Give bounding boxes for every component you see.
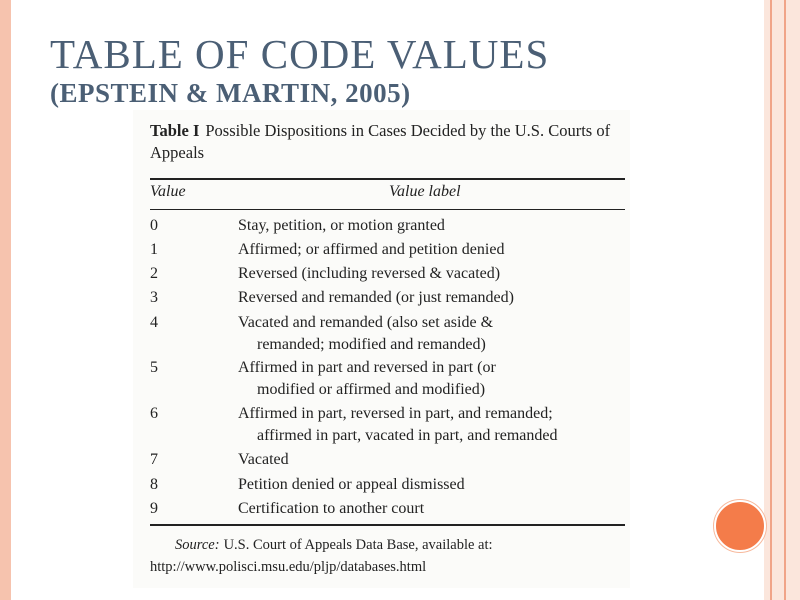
table-header-rule bbox=[150, 209, 625, 210]
table-top-rule bbox=[150, 178, 625, 180]
row-value: 5 bbox=[150, 359, 158, 376]
row-value: 0 bbox=[150, 217, 158, 234]
row-value: 7 bbox=[150, 451, 158, 468]
row-value: 6 bbox=[150, 405, 158, 422]
row-label: Certification to another court bbox=[238, 500, 425, 517]
row-label: Vacated and remanded (also set aside & bbox=[238, 314, 494, 331]
row-label: Stay, petition, or motion granted bbox=[238, 217, 445, 234]
column-header-value: Value bbox=[150, 183, 186, 200]
source-label: Source: bbox=[175, 537, 220, 553]
row-value: 1 bbox=[150, 241, 158, 258]
row-label: Reversed and remanded (or just remanded) bbox=[238, 289, 514, 306]
source-text: U.S. Court of Appeals Data Base, available at: http://www.polisci.msu.edu/pljp/databases.html bbox=[150, 537, 493, 575]
row-label: Reversed (including reversed & vacated) bbox=[238, 265, 501, 282]
row-label: Affirmed in part and reversed in part (or bbox=[238, 359, 496, 376]
table-caption bbox=[150, 120, 620, 164]
right-border-stripe bbox=[784, 0, 786, 600]
table-source-note bbox=[150, 534, 625, 578]
column-header-value-label: Value label bbox=[389, 183, 461, 200]
row-label: Petition denied or appeal dismissed bbox=[238, 476, 465, 493]
scanned-table-image bbox=[133, 110, 630, 588]
slide-subtitle: (EPSTEIN & MARTIN, 2005) bbox=[50, 78, 411, 108]
row-value: 8 bbox=[150, 476, 158, 493]
orange-circle-decoration bbox=[714, 500, 766, 552]
table-number: Table I bbox=[150, 121, 200, 140]
right-border-decoration bbox=[764, 0, 800, 600]
slide-title: TABLE OF CODE VALUES bbox=[50, 31, 550, 77]
row-label-continuation: affirmed in part, vacated in part, and remanded bbox=[257, 427, 558, 444]
row-value: 4 bbox=[150, 314, 158, 331]
right-border-stripe bbox=[770, 0, 772, 600]
row-label-continuation: modified or affirmed and modified) bbox=[257, 381, 486, 398]
table-caption-text: Possible Dispositions in Cases Decided by the U.S. Courts of Appeals bbox=[150, 121, 611, 162]
table-bottom-rule bbox=[150, 524, 625, 526]
row-label: Vacated bbox=[238, 451, 289, 468]
row-value: 9 bbox=[150, 500, 158, 517]
row-value: 3 bbox=[150, 289, 158, 306]
row-label-continuation: remanded; modified and remanded) bbox=[257, 336, 486, 353]
row-label: Affirmed; or affirmed and petition denied bbox=[238, 241, 505, 258]
row-label: Affirmed in part, reversed in part, and remanded; bbox=[238, 405, 553, 422]
row-value: 2 bbox=[150, 265, 158, 282]
left-border-decoration bbox=[0, 0, 11, 600]
